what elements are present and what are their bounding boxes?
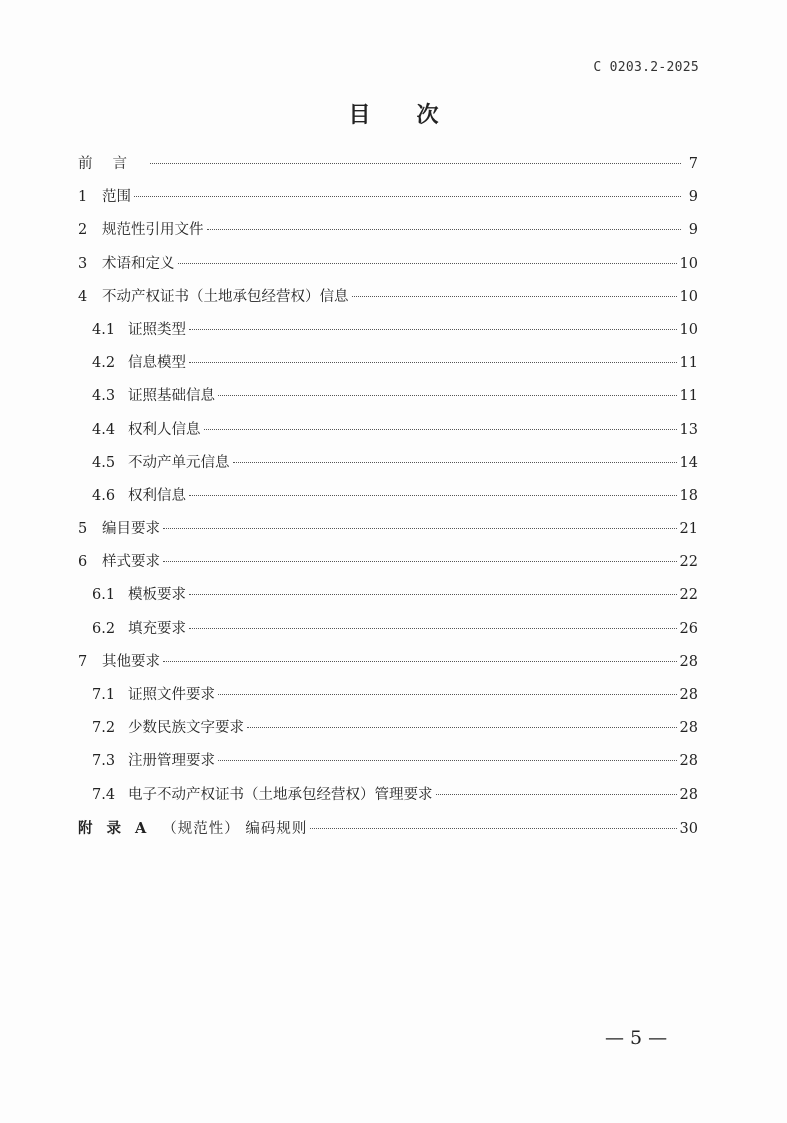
toc-entry[interactable] (78, 314, 698, 347)
toc-entry-page: 10 (679, 321, 698, 338)
dot-leader (163, 527, 677, 529)
toc-entry[interactable] (78, 513, 698, 546)
dot-leader (189, 627, 677, 629)
toc-entry-page: 28 (679, 687, 698, 703)
toc-entry-page: 22 (679, 587, 698, 604)
dot-leader (233, 461, 677, 463)
dot-leader (207, 228, 682, 230)
toc-entry[interactable] (78, 414, 698, 447)
toc-entry[interactable] (78, 480, 698, 513)
toc-entry-label: 范围 (102, 189, 131, 206)
dot-leader (189, 593, 677, 595)
title-char-1: 目 (348, 103, 371, 128)
toc-entry-page: 13 (679, 421, 698, 438)
toc-entry[interactable] (78, 579, 698, 612)
toc-entry-label: 填充要求 (128, 620, 186, 637)
appendix-lead: 附录A (78, 819, 161, 837)
toc-entry-label: 信息模型 (128, 355, 186, 372)
toc-entry-page: 28 (679, 653, 698, 670)
toc-entry-page: 9 (688, 222, 698, 239)
toc-entry-label: 证照文件要求 (128, 687, 215, 703)
document-code: C 0203.2-2025 (593, 60, 699, 75)
toc-entry[interactable] (78, 181, 698, 214)
toc-entry-label: 少数民族文字要求 (128, 720, 244, 737)
toc-entry-number: 4.6 (92, 487, 116, 504)
dot-leader (218, 394, 677, 396)
toc-entry-number: 7 (78, 653, 88, 670)
dot-leader (163, 660, 677, 662)
toc-entry-page: 9 (688, 189, 698, 206)
toc-entry-number: 4.1 (92, 321, 116, 338)
toc-entry-page: 18 (679, 487, 698, 504)
dot-leader (134, 195, 681, 197)
toc-entry-page: 30 (679, 820, 698, 837)
toc-entry-number: 4.2 (92, 355, 116, 372)
toc-entry-label (78, 812, 307, 846)
toc-entry-number: 5 (78, 521, 88, 538)
toc-entry-number: 6 (78, 554, 88, 571)
toc-entry-page: 14 (679, 454, 698, 471)
toc-entry[interactable] (78, 281, 698, 314)
dot-leader (189, 328, 677, 330)
toc-entry-label: 前言 (78, 156, 147, 172)
toc-entry-label: 证照类型 (128, 321, 186, 338)
toc-entry[interactable] (78, 148, 698, 181)
toc-entry-label: 证照基础信息 (128, 388, 215, 405)
toc-entry-page: 28 (679, 786, 698, 803)
dot-leader (189, 361, 677, 363)
toc-entry-page: 10 (679, 288, 698, 305)
toc-entry-number: 6.2 (92, 620, 116, 637)
dot-leader (163, 560, 677, 562)
toc-entry-label: 权利信息 (128, 487, 186, 504)
dot-leader (218, 693, 677, 695)
title-char-2: 次 (416, 103, 439, 128)
dot-leader (352, 295, 677, 297)
toc-entry-number: 7.4 (92, 786, 116, 803)
toc-entry-number: 2 (78, 222, 88, 239)
toc-entry-label: 术语和定义 (102, 255, 175, 272)
toc-entry-label: 电子不动产权证书（土地承包经营权）管理要求 (128, 786, 433, 803)
toc-entry-page: 21 (679, 521, 698, 538)
toc-entry-page: 26 (679, 620, 698, 637)
toc-entry-page: 7 (688, 156, 698, 172)
dot-leader (310, 827, 676, 829)
dot-leader (178, 262, 677, 264)
toc-entry-label: 样式要求 (102, 554, 160, 571)
toc-entry-number: 7.1 (92, 687, 116, 703)
toc-entry-page: 11 (679, 388, 698, 405)
toc-entry-number: 4.3 (92, 388, 116, 405)
toc-entry-label: 不动产单元信息 (128, 454, 230, 471)
toc-entry-number: 6.1 (92, 587, 116, 604)
toc-entry-number: 4 (78, 288, 88, 305)
toc-entry[interactable] (78, 779, 698, 812)
toc-entry-page: 28 (679, 720, 698, 737)
toc-entry-page: 11 (679, 355, 698, 372)
toc-entry-label: 模板要求 (128, 587, 186, 604)
dot-leader (150, 162, 681, 164)
toc-entry[interactable] (78, 745, 698, 778)
page-title (0, 98, 787, 129)
toc-entry[interactable] (78, 380, 698, 413)
toc-entry-number: 4.4 (92, 421, 116, 438)
dot-leader (218, 759, 677, 761)
toc-entry[interactable] (78, 679, 698, 712)
toc-entry-number: 4.5 (92, 454, 116, 471)
toc-entry-label: 注册管理要求 (128, 753, 215, 770)
toc-entry-number: 1 (78, 189, 88, 206)
toc-entry-label: 权利人信息 (128, 421, 201, 438)
toc-entry[interactable] (78, 248, 698, 281)
toc-entry-number: 7.3 (92, 753, 116, 770)
toc-entry-label: 不动产权证书（土地承包经营权）信息 (102, 288, 349, 305)
appendix-title: （规范性） 编码规则 (162, 820, 308, 837)
toc-entry-number: 3 (78, 255, 88, 272)
dot-leader (436, 793, 677, 795)
toc-entry[interactable] (78, 613, 698, 646)
toc-entry[interactable] (78, 347, 698, 380)
toc-entry-label: 其他要求 (102, 653, 160, 670)
page-number: — 5 — (605, 1027, 668, 1049)
dot-leader (189, 494, 677, 496)
toc-entry-label: 规范性引用文件 (102, 222, 204, 239)
dot-leader (204, 428, 677, 430)
dot-leader (247, 726, 677, 728)
toc-entry-label: 编目要求 (102, 521, 160, 538)
toc-entry-page: 10 (679, 255, 698, 272)
toc-entry-appendix-a[interactable] (78, 812, 698, 845)
toc-entry-page: 22 (679, 554, 698, 571)
toc-entry[interactable] (78, 546, 698, 579)
toc-entry-number: 7.2 (92, 720, 116, 737)
toc-entry-page: 28 (679, 753, 698, 770)
toc-entry[interactable] (78, 712, 698, 745)
toc-entry[interactable] (78, 646, 698, 679)
table-of-contents (78, 148, 698, 845)
toc-entry[interactable] (78, 214, 698, 247)
toc-entry[interactable] (78, 447, 698, 480)
